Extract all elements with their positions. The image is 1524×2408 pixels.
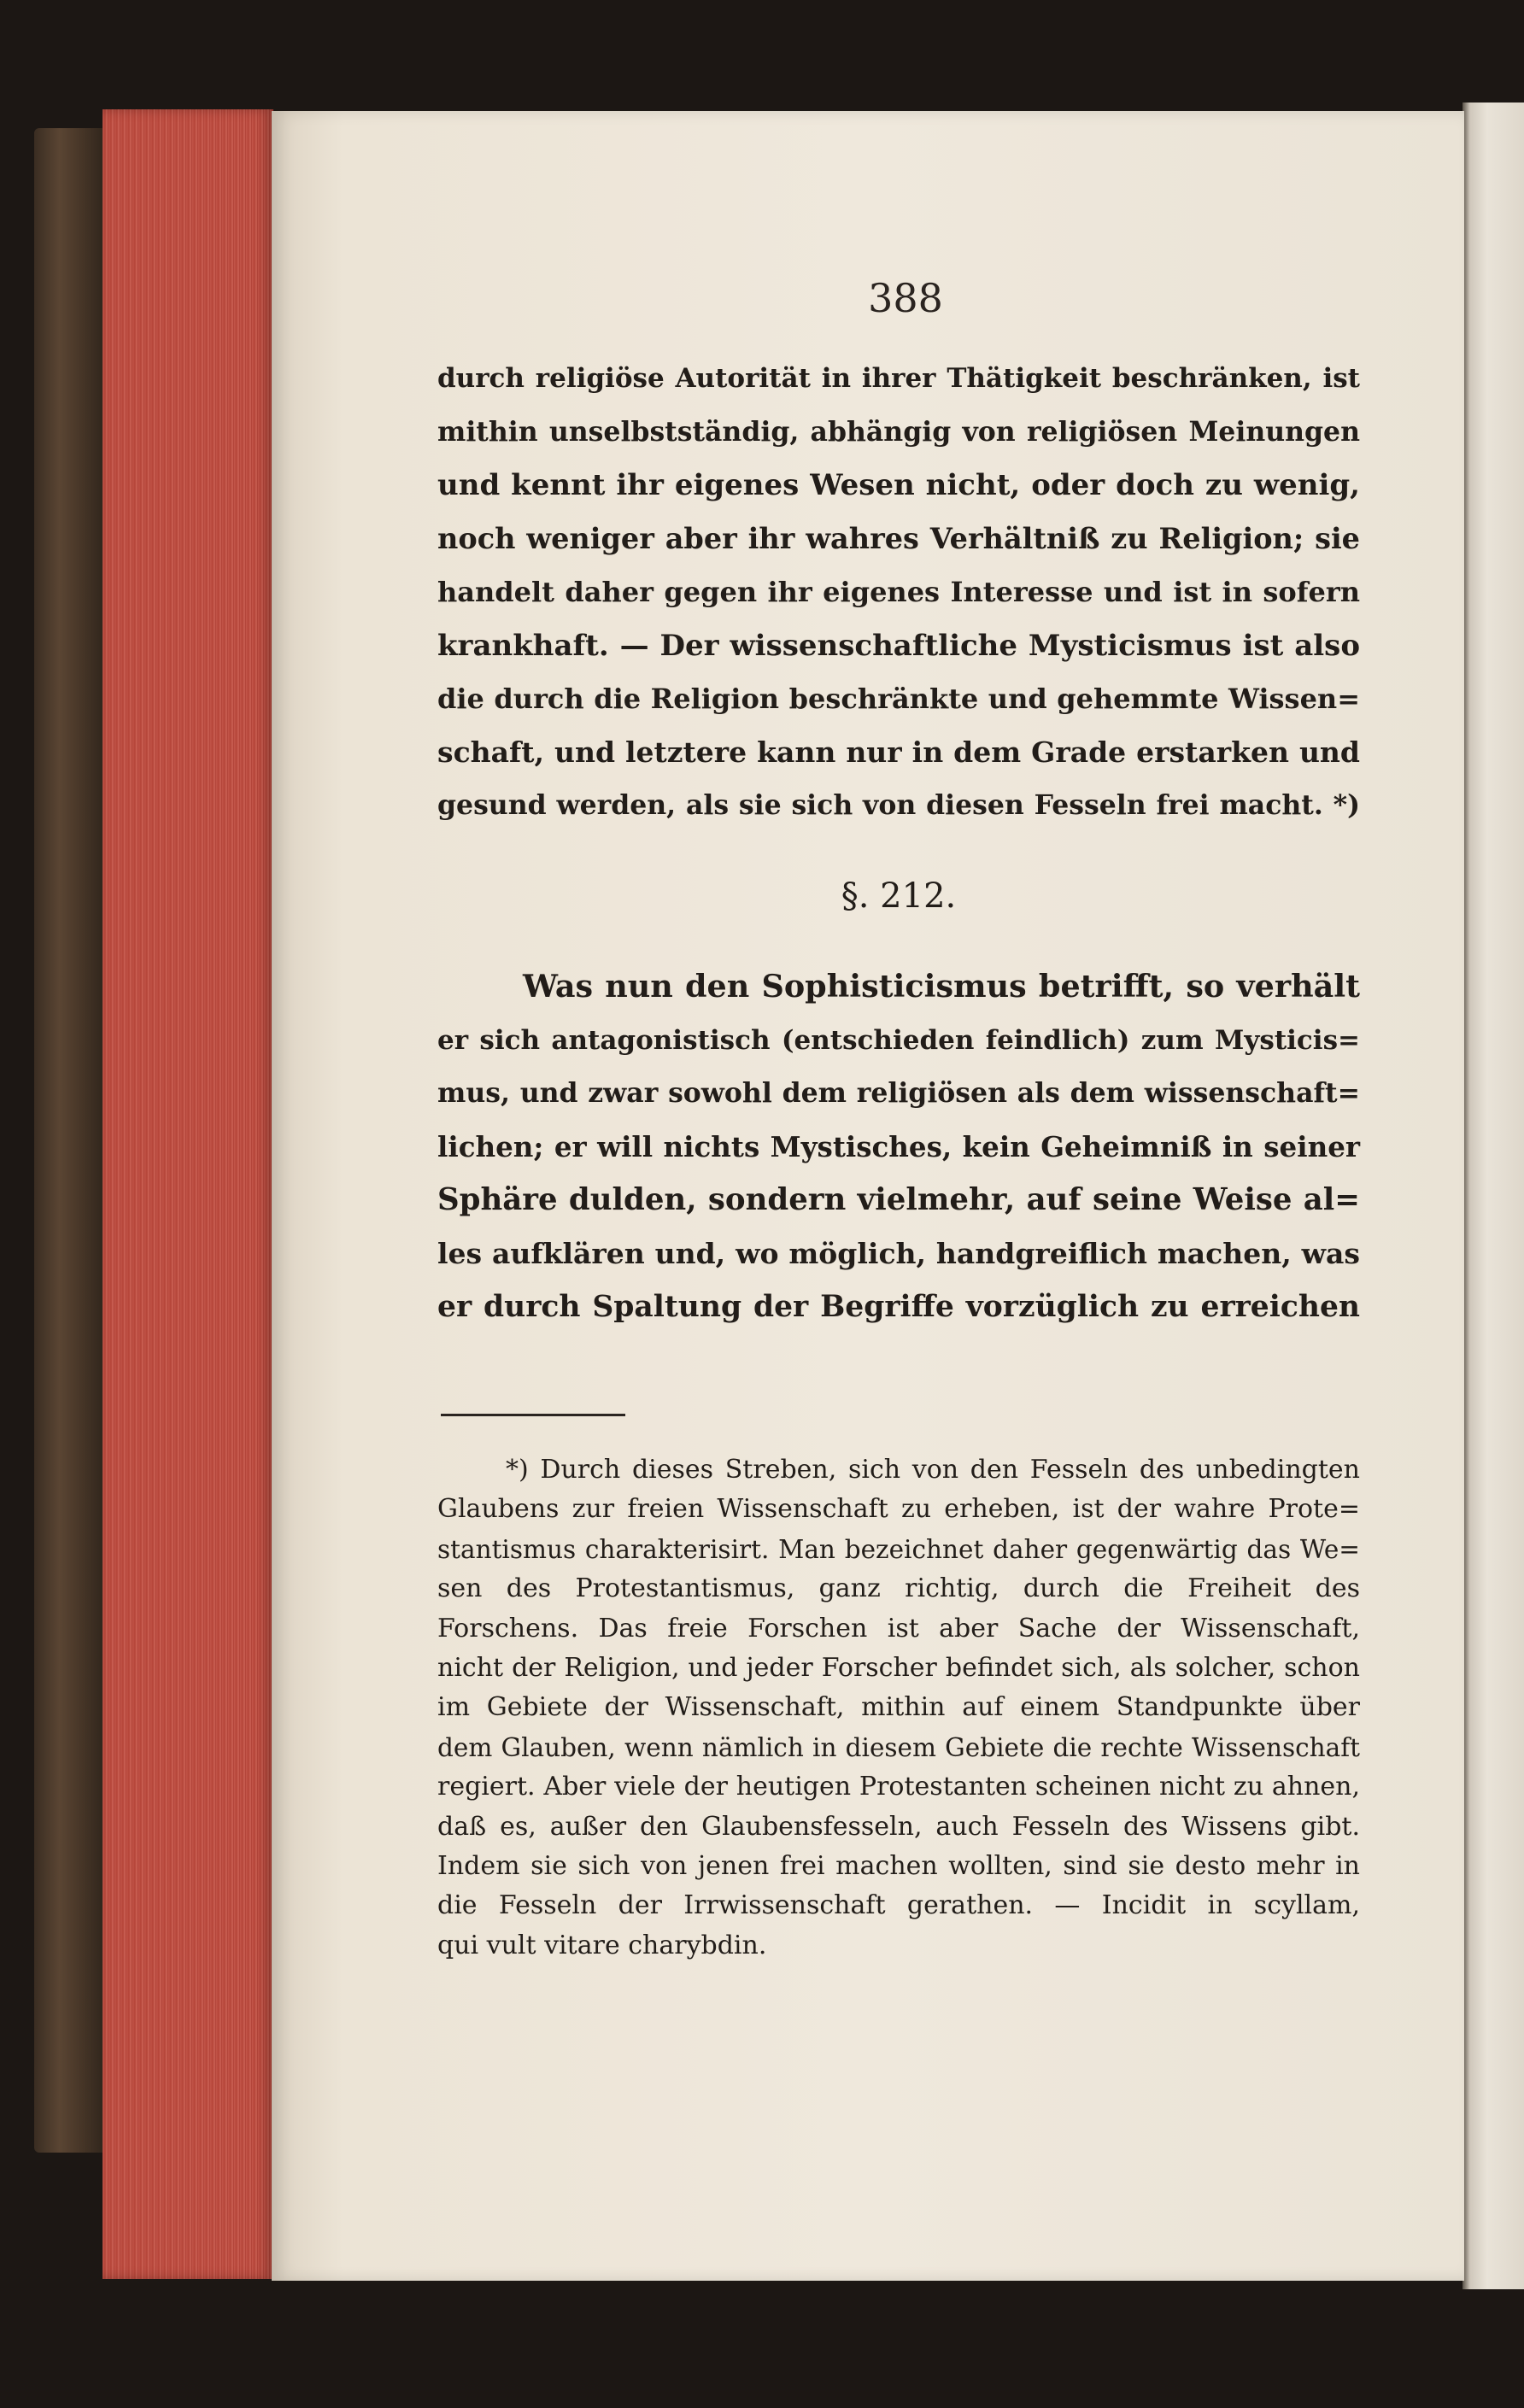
footnote-rule: [441, 1414, 625, 1416]
text-line: schaft, und letztere kann nur in dem Grade erstarken und: [437, 735, 1360, 769]
footnote-line: sen des Protestantismus, ganz richtig, durch die Freiheit des: [437, 1573, 1360, 1604]
facing-page-edge: [1462, 103, 1524, 2289]
page-number: 388: [868, 275, 943, 321]
footnote-line: nicht der Religion, und jeder Forscher befindet sich, als solcher, schon: [437, 1652, 1360, 1683]
text-line: die durch die Religion beschränkte und gehemmte Wissen=: [437, 683, 1360, 715]
text-line: er durch Spaltung der Begriffe vorzüglich zu erreichen: [437, 1290, 1360, 1324]
text-line: lichen; er will nichts Mystisches, kein Geheimniß in seiner: [437, 1129, 1360, 1163]
page-edges: [103, 109, 273, 2279]
section-heading: §. 212.: [841, 876, 957, 916]
book-spine: [34, 128, 107, 2153]
text-line: mithin unselbstständig, abhängig von religiösen Meinungen: [437, 415, 1360, 448]
footnote-line: die Fesseln der Irrwissenschaft gerathen. — Incidit in scyllam,: [437, 1890, 1360, 1921]
text-line: durch religiöse Autorität in ihrer Thätigkeit beschränken, ist: [437, 363, 1360, 394]
text-line: noch weniger aber ihr wahres Verhältniß zu Religion; sie: [437, 521, 1360, 555]
footnote-line: im Gebiete der Wissenschaft, mithin auf einem Standpunkte über: [437, 1692, 1360, 1723]
footnote-line: qui vult vitare charybdin.: [437, 1930, 767, 1960]
text-line: gesund werden, als sie sich von diesen Fesseln frei macht. *): [437, 789, 1360, 821]
footnote: [437, 1450, 1360, 1966]
text-line: er sich antagonistisch (entschieden feindlich) zum Mysticis=: [437, 1024, 1360, 1056]
footnote-line: daß es, außer den Glaubensfesseln, auch Fesseln des Wissens gibt.: [437, 1811, 1360, 1842]
text-line: und kennt ihr eigenes Wesen nicht, oder doch zu wenig,: [437, 468, 1360, 502]
text-line: Sphäre dulden, sondern vielmehr, auf seine Weise al=: [437, 1182, 1360, 1217]
footnote-line: Glaubens zur freien Wissenschaft zu erheben, ist der wahre Prote=: [437, 1494, 1360, 1525]
text-line: Was nun den Sophisticismus betrifft, so verhält: [523, 968, 1360, 1005]
text-line: mus, und zwar sowohl dem religiösen als dem wissenschaft=: [437, 1077, 1360, 1109]
footnote-line: Indem sie sich von jenen frei machen wollten, sind sie desto mehr in: [437, 1850, 1360, 1881]
text-line: les aufklären und, wo möglich, handgreiflich machen, was: [437, 1236, 1360, 1270]
footnote-line: *) Durch dieses Streben, sich von den Fesseln des unbedingten: [506, 1455, 1360, 1485]
text-line: krankhaft. — Der wissenschaftliche Mysticismus ist also: [437, 628, 1360, 663]
footnote-line: regiert. Aber viele der heutigen Protestanten scheinen nicht zu ahnen,: [437, 1772, 1360, 1802]
footnote-line: stantismus charakterisirt. Man bezeichnet daher gegenwärtig das We=: [437, 1534, 1360, 1564]
footnote-line: Forschens. Das freie Forschen ist aber Sache der Wissenschaft,: [437, 1613, 1360, 1643]
main-text: [437, 352, 1360, 1334]
text-line: handelt daher gegen ihr eigenes Interesse und ist in sofern: [437, 576, 1360, 608]
footnote-line: dem Glauben, wenn nämlich in diesem Gebiete die rechte Wissenschaft: [437, 1732, 1360, 1762]
